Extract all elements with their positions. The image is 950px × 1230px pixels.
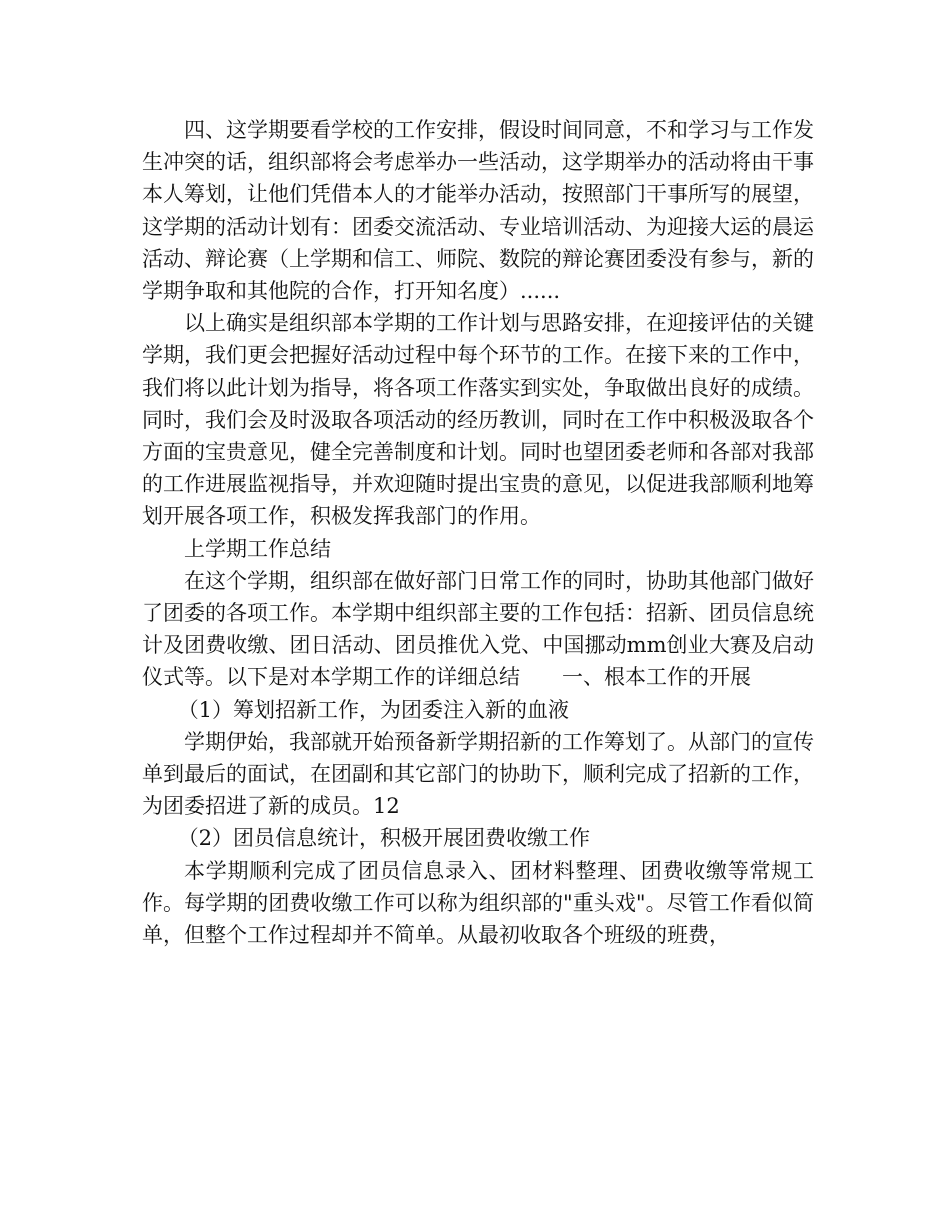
paragraph-member-statistics: 本学期顺利完成了团员信息录入、团材料整理、团费收缴等常规工作。每学期的团费收缴工作可以称为组织部的"重头戏"。尽管工作看似简单，但整个工作过程却并不简单。从最初收取各个班级的班费， [142,858,814,948]
document-body [142,114,814,951]
subheading-member-statistics: （2）团员信息统计，积极开展团费收缴工作 [177,826,591,851]
section-heading-last-term-summary: 上学期工作总结 [184,536,331,561]
paragraph-summary-intro: 在这个学期，组织部在做好部门日常工作的同时，协助其他部门做好了团委的各项工作。本学期中组织部主要的工作包括：招新、团员信息统计及团费收缴、团日活动、团员推优入党、中国挪动mm创业大赛及启动仪式等。以下是对本学期工作的详细总结 一、根本工作的开展 [142,568,814,690]
paragraph-recruitment: 学期伊始，我部就开始预备新学期招新的工作筹划了。从部门的宣传单到最后的面试，在团副和其它部门的协助下，顺利完成了招新的工作，为团委招进了新的成员。12 [142,729,814,819]
paragraph-activity-plan: 四、这学期要看学校的工作安排，假设时间同意，不和学习与工作发生冲突的话，组织部将会考虑举办一些活动，这学期举办的活动将由干事本人筹划，让他们凭借本人的才能举办活动，按照部门干事所写的展望，这学期的活动计划有：团委交流活动、专业培训活动、为迎接大运的晨运活动、辩论赛（上学期和信工、师院、数院的辩论赛团委没有参与，新的学期争取和其他院的合作，打开知名度）...... [142,118,814,304]
paragraph-plan-conclusion: 以上确实是组织部本学期的工作计划与思路安排，在迎接评估的关键学期，我们更会把握好活动过程中每个环节的工作。在接下来的工作中，我们将以此计划为指导，将各项工作落实到实处，争取做出良好的成绩。同时，我们会及时汲取各项活动的经历教训，同时在工作中积极汲取各个方面的宝贵意见，健全完善制度和计划。同时也望团委老师和各部对我部的工作进展监视指导，并欢迎随时提出宝贵的意见，以促进我部顺利地筹划开展各项工作，积极发挥我部门的作用。 [142,311,814,529]
subheading-recruitment: （1）筹划招新工作，为团委注入新的血液 [177,697,570,722]
